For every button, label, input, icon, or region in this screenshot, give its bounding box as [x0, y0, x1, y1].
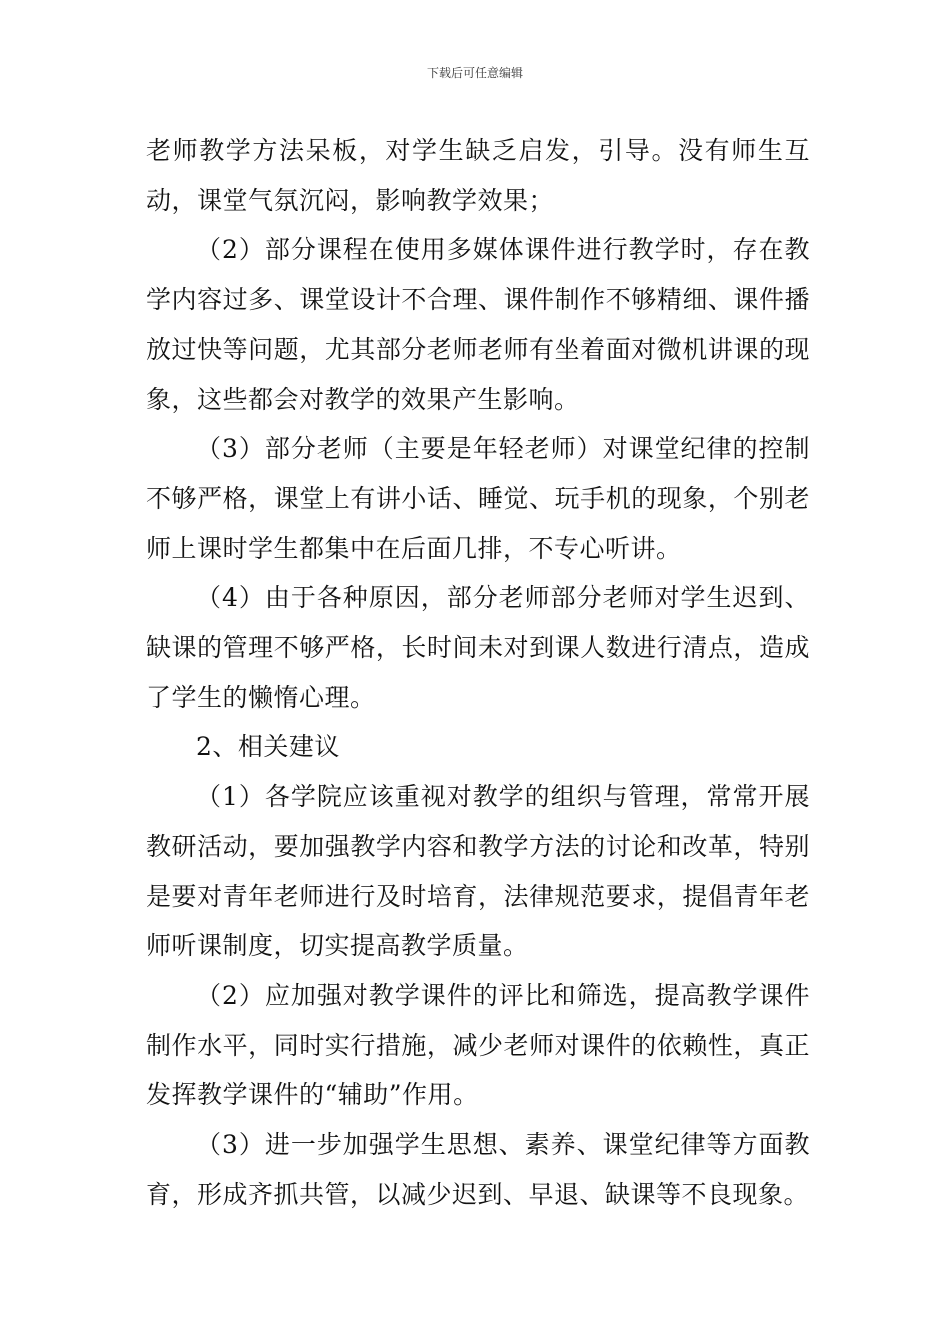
paragraph-continuation: 老师教学方法呆板，对学生缺乏启发，引导。没有师生互动，课堂气氛沉闷，影响教学效果；: [146, 136, 810, 215]
paragraph-suggestion-3: （3）进一步加强学生思想、素养、课堂纪律等方面教育，形成齐抓共管，以减少迟到、早退、缺课等不良现象。: [146, 1130, 810, 1209]
paragraph-problem-3: （3）部分老师（主要是年轻老师）对课堂纪律的控制不够严格，课堂上有讲小话、睡觉、玩手机的现象，个别老师上课时学生都集中在后面几排，不专心听讲。: [146, 434, 810, 563]
page-header: 下载后可任意编辑: [426, 66, 523, 80]
section-heading-suggestions: 2、相关建议: [196, 732, 340, 762]
paragraph-suggestion-1: （1）各学院应该重视对教学的组织与管理，常常开展教研活动，要加强教学内容和教学方法的讨论和改革，特别是要对青年老师进行及时培育，法律规范要求，提倡青年老师听课制度，切实提高教学质量。: [146, 782, 810, 961]
paragraph-problem-4: （4）由于各种原因，部分老师部分老师对学生迟到、缺课的管理不够严格，长时间未对到课人数进行清点，造成了学生的懒惰心理。: [146, 583, 810, 712]
document-body: [146, 126, 810, 1219]
paragraph-problem-2: （2）部分课程在使用多媒体课件进行教学时，存在教学内容过多、课堂设计不合理、课件制作不够精细、课件播放过快等问题，尤其部分老师老师有坐着面对微机讲课的现象，这些都会对教学的效果产生影响。: [146, 235, 810, 414]
paragraph-suggestion-2: （2）应加强对教学课件的评比和筛选，提高教学课件制作水平，同时实行措施，减少老师对课件的依赖性，真正发挥教学课件的“辅助”作用。: [146, 980, 810, 1110]
